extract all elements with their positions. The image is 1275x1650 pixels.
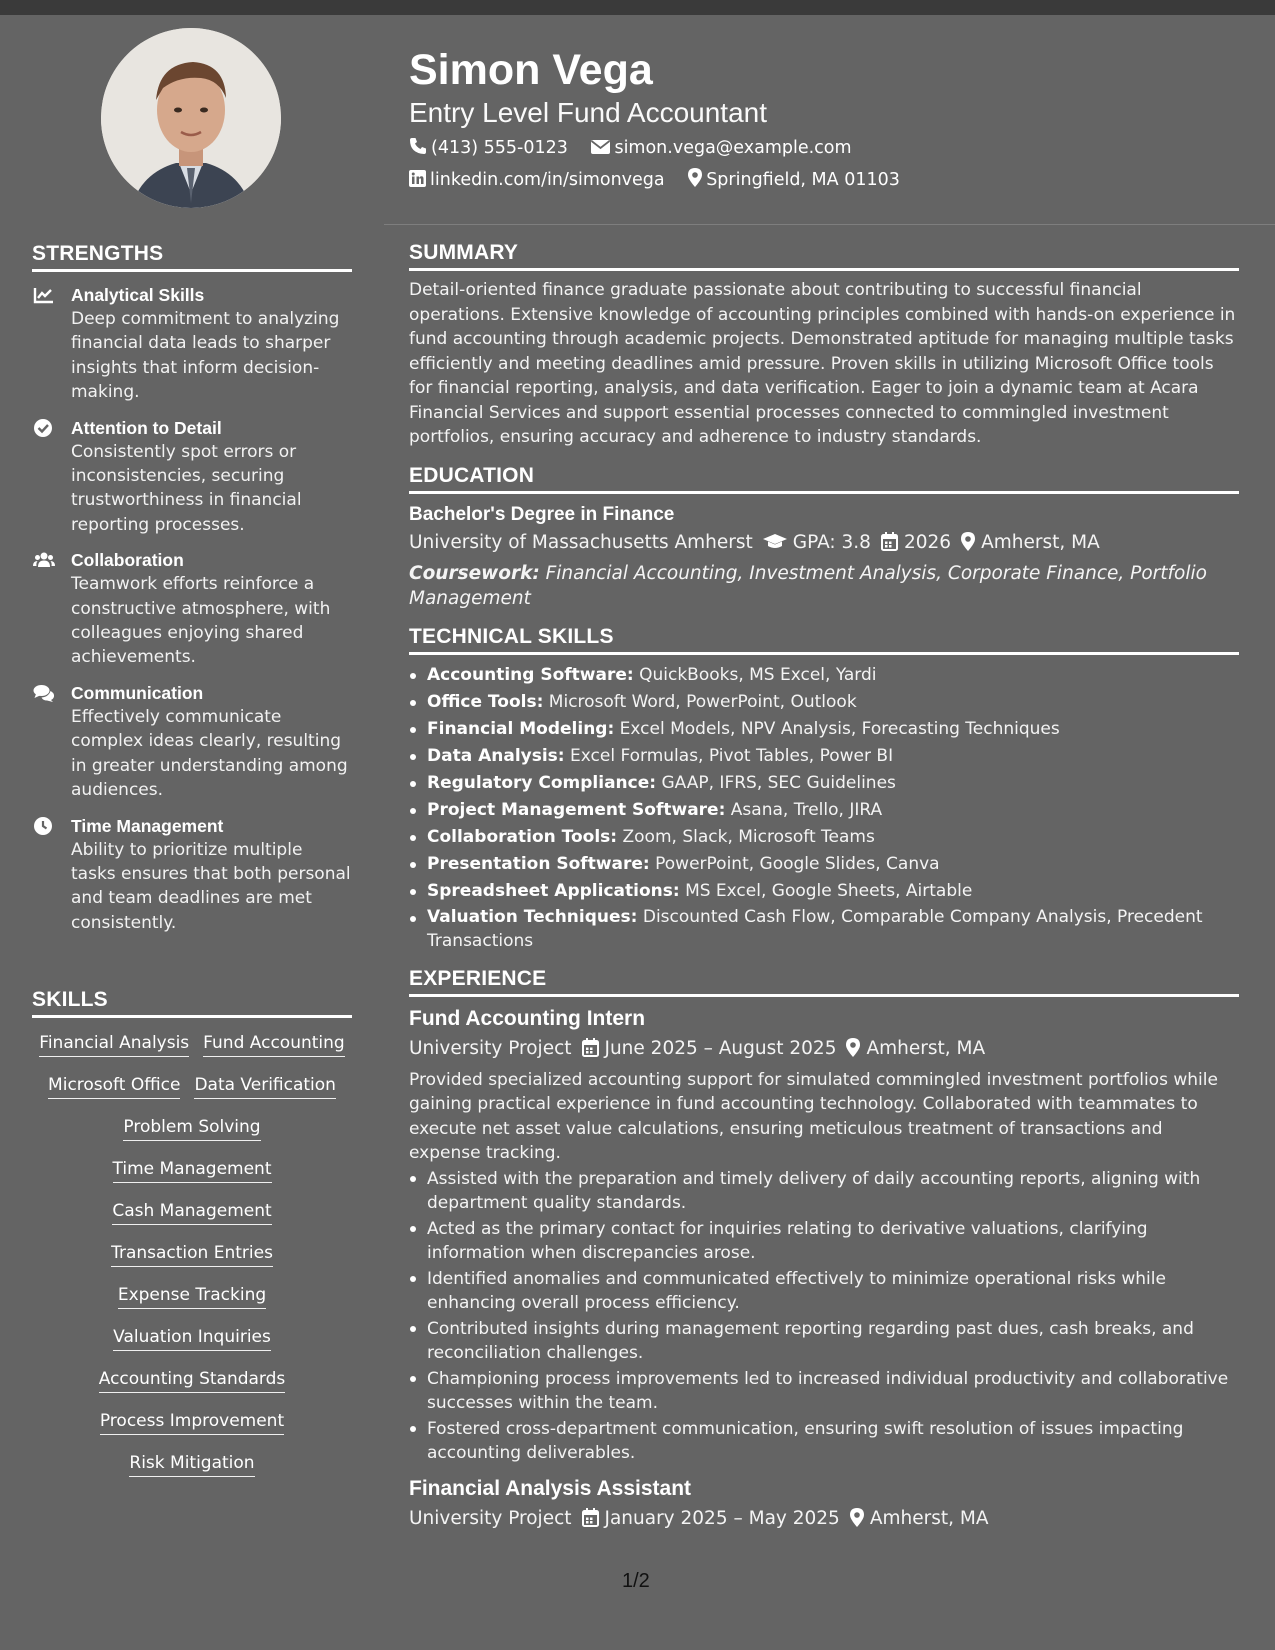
technical-skills-list [409, 662, 1239, 953]
skill-values: Zoom, Slack, Microsoft Teams [622, 826, 875, 847]
map-pin-icon [846, 1038, 860, 1057]
skill-values: QuickBooks, MS Excel, Yardi [639, 664, 877, 685]
skill-values: GAAP, IFRS, SEC Guidelines [661, 772, 896, 793]
skill-values: Discounted Cash Flow, Comparable Company Analysis, Precedent Transactions [427, 906, 1203, 951]
list-item [409, 878, 1239, 905]
technical-skills-heading: TECHNICAL SKILLS [409, 625, 1239, 655]
phone-icon [409, 137, 427, 155]
skill-tag: Data Verification [194, 1074, 336, 1099]
job-org: University Project [409, 1507, 572, 1529]
job-location: Amherst, MA [869, 1507, 989, 1529]
skill-category: Collaboration Tools: [427, 826, 618, 847]
skill-tag: Microsoft Office [48, 1074, 180, 1099]
strength-title: Time Management [71, 815, 224, 836]
calendar-icon [881, 532, 898, 551]
linkedin-contact [409, 170, 670, 190]
list-item: Contributed insights during management reporting regarding past dues, cash breaks, and reconciliation challenges. [409, 1317, 1239, 1366]
phone-text: (413) 555-0123 [431, 138, 568, 158]
contact-info [409, 132, 1239, 196]
strength-desc: Consistently spot errors or inconsistencies, securing trustworthiness in financial reporting processes. [71, 441, 302, 535]
strength-title: Analytical Skills [71, 285, 205, 305]
linkedin-icon [409, 170, 426, 187]
skill-tag: Expense Tracking [118, 1284, 266, 1309]
degree-title: Bachelor's Degree in Finance [409, 503, 675, 525]
coursework [409, 561, 1239, 611]
summary-heading: SUMMARY [409, 241, 1239, 271]
skill-tag: Process Improvement [100, 1410, 284, 1435]
main-column [409, 241, 1239, 1534]
map-pin-icon [850, 1508, 864, 1527]
list-item [409, 770, 1239, 797]
skill-tag: Time Management [113, 1158, 272, 1183]
education-heading: EDUCATION [409, 464, 1239, 494]
clock-icon [33, 816, 55, 836]
summary-text: Detail-oriented finance graduate passionate about contributing to successful financial operations. Extensive knowledge of accounting principles combined with hands-on experience in fund accounting through academic projects. Demonstrated aptitude for managing multiple tasks efficiently and meeting deadlines amid pressure. Proven skills in utilizing Microsoft Office tools for financial reporting, analysis, and data verification. Eager to join a dynamic team at Acara Financial Services and support essential processes connected to commingled investment portfolios, ensuring accuracy and adherence to industry standards. [409, 280, 1236, 447]
list-item [409, 716, 1239, 743]
skill-values: PowerPoint, Google Slides, Canva [655, 853, 940, 874]
skill-tag: Financial Analysis [39, 1032, 189, 1057]
skill-values: MS Excel, Google Sheets, Airtable [685, 880, 973, 901]
coursework-list: Financial Accounting, Investment Analysis, Corporate Finance, Portfolio Management [409, 562, 1207, 609]
job-meta [409, 1504, 1239, 1534]
skill-category: Project Management Software: [427, 799, 726, 820]
location-text: Springfield, MA 01103 [706, 170, 900, 190]
job-description: Provided specialized accounting support for simulated commingled investment portfolios while gaining practical experience in fund accounting technology. Collaborated with teammates to execute net asset value calculations, ensuring meticulous treatment of transactions and expense tracking. [409, 1069, 1218, 1163]
strength-item [32, 682, 352, 803]
strength-desc: Teamwork efforts reinforce a constructive atmosphere, with colleagues enjoying shared achievements. [71, 574, 331, 668]
strength-item [32, 284, 352, 405]
skill-category: Data Analysis: [427, 745, 565, 766]
experience-heading: EXPERIENCE [409, 967, 1239, 997]
skill-category: Valuation Techniques: [427, 906, 638, 927]
job-meta [409, 1034, 1239, 1064]
skill-tag: Cash Management [112, 1200, 271, 1225]
job-title: Financial Analysis Assistant [409, 1476, 692, 1500]
skill-values: Excel Models, NPV Analysis, Forecasting Techniques [619, 718, 1060, 739]
strengths-section [32, 242, 352, 935]
graduation-cap-icon [763, 533, 787, 551]
skill-tag: Valuation Inquiries [113, 1326, 271, 1351]
linkedin-text: linkedin.com/in/simonvega [430, 170, 665, 190]
list-item [409, 824, 1239, 851]
candidate-name: Simon Vega [409, 46, 653, 94]
coursework-label: Coursework: [409, 562, 540, 584]
chart-line-icon [33, 285, 55, 305]
job-title: Fund Accounting Intern [409, 1006, 646, 1030]
skill-values: Microsoft Word, PowerPoint, Outlook [548, 691, 857, 712]
list-item [409, 743, 1239, 770]
top-bar [0, 0, 1275, 15]
candidate-title: Entry Level Fund Accountant [409, 97, 767, 128]
skill-tag: Risk Mitigation [129, 1452, 254, 1477]
skills-heading: SKILLS [32, 988, 352, 1018]
resume-header [409, 44, 1239, 196]
calendar-icon [582, 1508, 599, 1527]
education-location: Amherst, MA [981, 531, 1100, 553]
technical-skills-section [409, 625, 1239, 953]
job-entry [409, 1474, 1239, 1534]
strength-desc: Ability to prioritize multiple tasks ensures that both personal and team deadlines are met consistently. [71, 839, 351, 933]
profile-photo [101, 28, 281, 208]
location-contact [688, 170, 900, 190]
skill-values: Excel Formulas, Pivot Tables, Power BI [570, 745, 894, 766]
strengths-heading: STRENGTHS [32, 242, 352, 272]
map-pin-icon [961, 532, 975, 551]
list-item [409, 662, 1239, 689]
list-item: Assisted with the preparation and timely delivery of daily accounting reports, aligning with department quality standards. [409, 1167, 1239, 1216]
skill-tag: Problem Solving [123, 1116, 260, 1141]
skill-tag: Accounting Standards [99, 1368, 286, 1393]
strength-title: Communication [71, 682, 204, 703]
phone-contact [409, 138, 573, 158]
header-divider [384, 224, 1275, 225]
experience-section [409, 967, 1239, 1534]
strength-desc: Deep commitment to analyzing financial data leads to sharper insights that inform decision-making. [71, 309, 340, 403]
email-contact [591, 138, 851, 158]
skill-category: Office Tools: [427, 691, 544, 712]
skill-category: Financial Modeling: [427, 718, 615, 739]
job-org: University Project [409, 1037, 572, 1059]
list-item: Acted as the primary contact for inquiries relating to derivative valuations, clarifying information when discrepancies arose. [409, 1217, 1239, 1266]
list-item: Identified anomalies and communicated effectively to minimize operational risks while enhancing overall process efficiency. [409, 1267, 1239, 1316]
strength-item [32, 417, 352, 538]
skill-values: Asana, Trello, JIRA [730, 799, 883, 820]
skill-category: Regulatory Compliance: [427, 772, 657, 793]
skill-category: Presentation Software: [427, 853, 650, 874]
envelope-icon [591, 139, 610, 155]
comments-icon [33, 683, 55, 703]
strength-title: Attention to Detail [71, 417, 222, 438]
skill-tags [32, 1018, 352, 1486]
graduation-year: 2026 [903, 531, 952, 553]
education-meta [409, 528, 1239, 558]
job-dates: January 2025 – May 2025 [604, 1507, 840, 1529]
map-pin-icon [688, 168, 702, 187]
list-item: Championing process improvements led to increased individual productivity and collaborative successes within the team. [409, 1367, 1239, 1416]
summary-section [409, 241, 1239, 450]
list-item [409, 797, 1239, 824]
check-circle-icon [33, 418, 55, 438]
list-item [409, 851, 1239, 878]
job-bullets [409, 1167, 1239, 1466]
skill-tag: Fund Accounting [203, 1032, 345, 1057]
list-item: Fostered cross-department communication, ensuring swift resolution of issues impacting accounting deliverables. [409, 1417, 1239, 1466]
page-number: 1/2 [622, 1570, 650, 1592]
calendar-icon [582, 1038, 599, 1057]
school-name: University of Massachusetts Amherst [409, 531, 753, 553]
skills-section [32, 988, 352, 1486]
skill-tag: Transaction Entries [111, 1242, 273, 1267]
users-icon [33, 550, 55, 570]
job-location: Amherst, MA [866, 1037, 986, 1059]
education-section [409, 464, 1239, 611]
list-item [409, 689, 1239, 716]
strength-item [32, 549, 352, 670]
gpa: GPA: 3.8 [792, 531, 871, 553]
strength-desc: Effectively communicate complex ideas clearly, resulting in greater understanding among audiences. [71, 706, 348, 801]
email-text: simon.vega@example.com [614, 138, 852, 158]
strength-item [32, 815, 352, 936]
list-item [409, 905, 1239, 953]
skill-category: Spreadsheet Applications: [427, 880, 680, 901]
job-dates: June 2025 – August 2025 [604, 1037, 837, 1059]
skill-category: Accounting Software: [427, 664, 634, 685]
strength-title: Collaboration [71, 550, 184, 571]
job-entry [409, 1004, 1239, 1466]
